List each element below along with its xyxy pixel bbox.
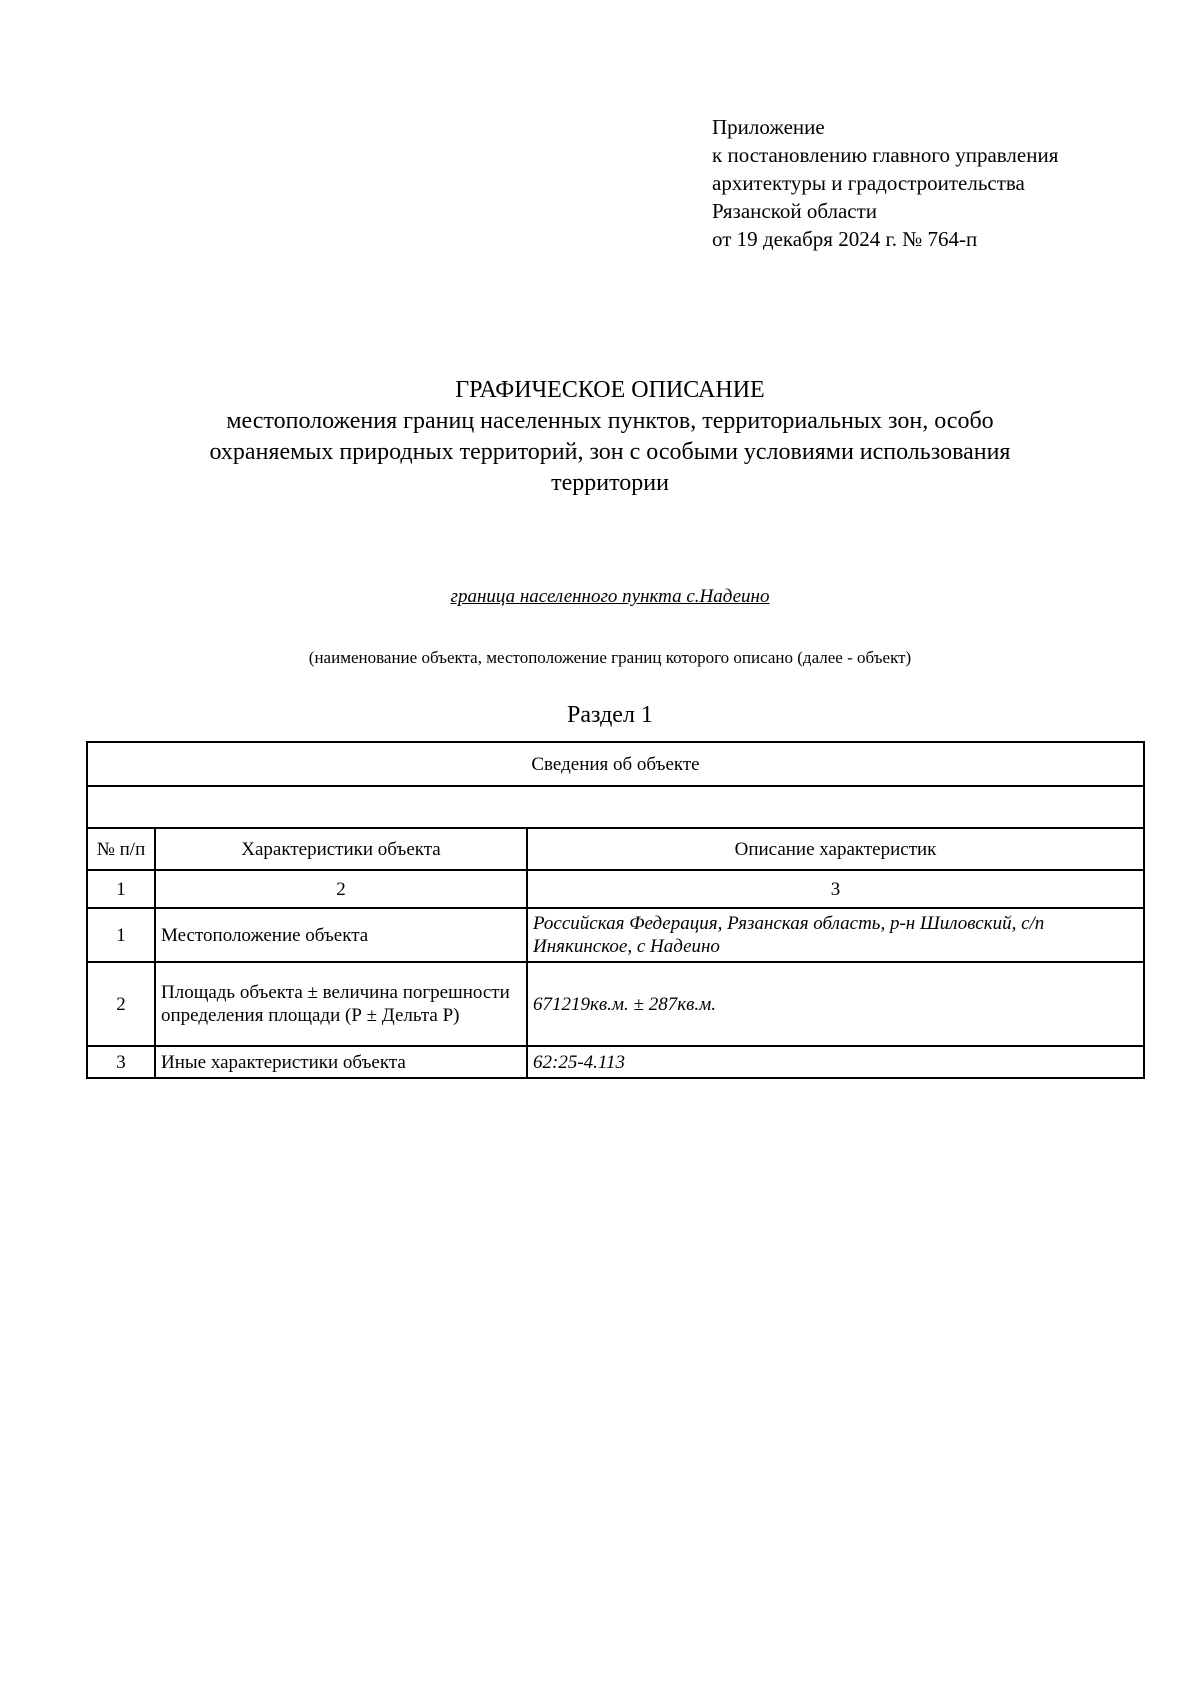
row-characteristic: Местоположение объекта — [155, 908, 527, 962]
object-caption: (наименование объекта, местоположение границ которого описано (далее - объект) — [308, 648, 912, 667]
table-title-row — [87, 742, 1144, 786]
table-row — [87, 908, 1144, 962]
appendix-line: от 19 декабря 2024 г. № 764-п — [712, 227, 978, 251]
row-num: 2 — [87, 962, 155, 1046]
section-title: Раздел 1 — [567, 702, 653, 728]
header-description: Описание характеристик — [527, 828, 1144, 870]
header-num: № п/п — [87, 828, 155, 870]
appendix-header — [712, 113, 1058, 253]
table-row — [87, 962, 1144, 1046]
document-title — [0, 375, 1200, 499]
row-characteristic: Площадь объекта ± величина погрешности определения площади (Р ± Дельта Р) — [155, 962, 527, 1046]
table-row — [87, 1046, 1144, 1078]
appendix-line: к постановлению главного управления — [712, 143, 1059, 167]
table-empty-row — [87, 786, 1144, 828]
row-num: 1 — [87, 908, 155, 962]
index-cell: 1 — [87, 870, 155, 908]
row-description: 671219кв.м. ± 287кв.м. — [527, 962, 1144, 1046]
title-line: территории — [551, 470, 669, 496]
row-num: 3 — [87, 1046, 155, 1078]
object-name: граница населенного пункта с.Надеино — [450, 586, 770, 607]
index-cell: 3 — [527, 870, 1144, 908]
index-cell: 2 — [155, 870, 527, 908]
title-line: охраняемых природных территорий, зон с особыми условиями использования — [209, 439, 1011, 465]
table-empty-cell — [87, 786, 1144, 828]
appendix-line: Рязанской области — [712, 199, 878, 223]
table-index-row — [87, 870, 1144, 908]
header-characteristic: Характеристики объекта — [155, 828, 527, 870]
table-header-row — [87, 828, 1144, 870]
title-heading: ГРАФИЧЕСКОЕ ОПИСАНИЕ — [455, 377, 765, 403]
row-characteristic: Иные характеристики объекта — [155, 1046, 527, 1078]
table-title: Сведения об объекте — [87, 742, 1144, 786]
appendix-line: Приложение — [712, 115, 825, 139]
appendix-line: архитектуры и градостроительства — [712, 171, 1025, 195]
row-description: Российская Федерация, Рязанская область, р-н Шиловский, с/п Инякинское, с Надеино — [527, 908, 1144, 962]
row-description: 62:25-4.113 — [527, 1046, 1144, 1078]
title-line: местоположения границ населенных пунктов, территориальных зон, особо — [226, 408, 994, 434]
object-info-table — [86, 741, 1145, 1079]
